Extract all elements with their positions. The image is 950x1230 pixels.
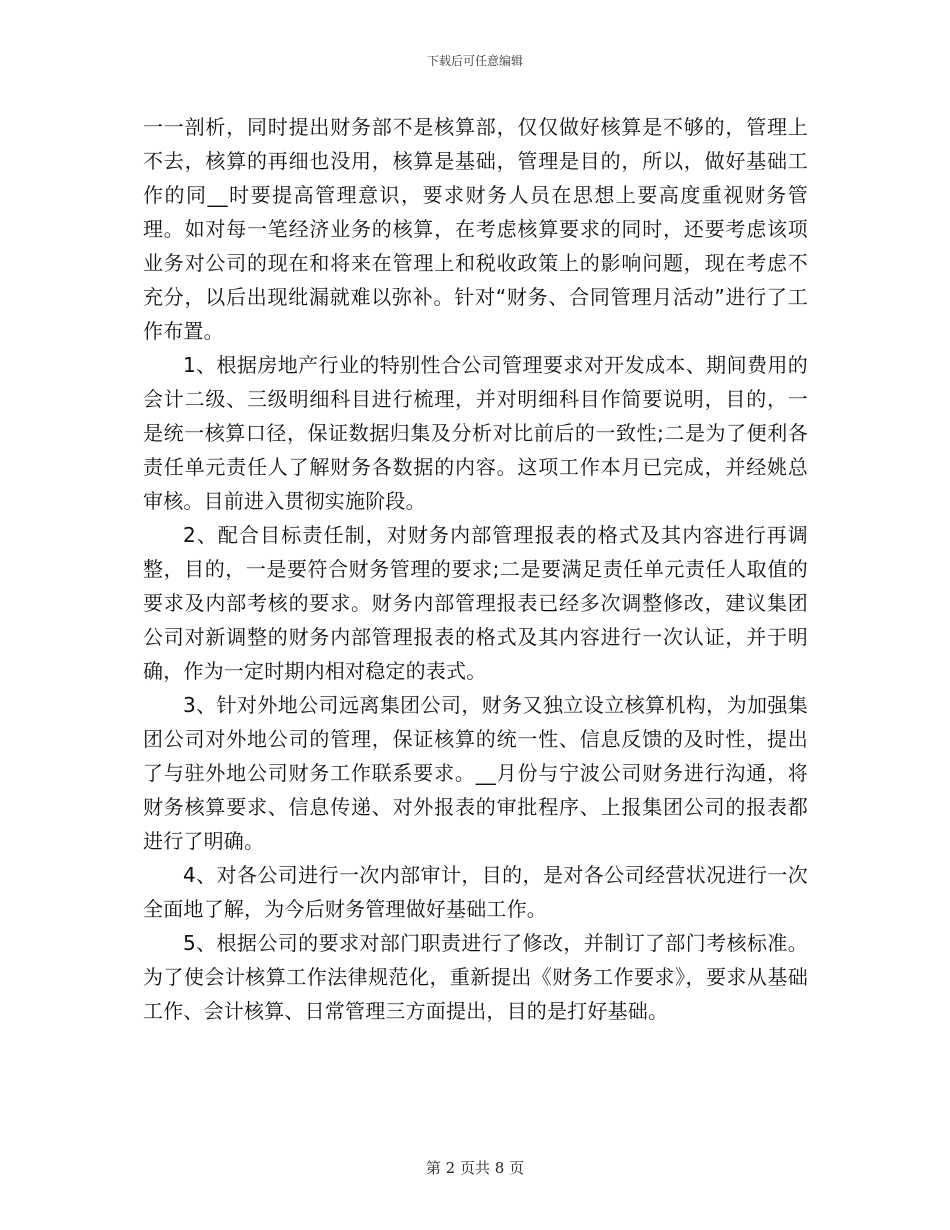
- paragraph-item-3: 3、针对外地公司远离集团公司，财务又独立设立核算机构，为加强集团公司对外地公司的管理，保证核算的统一性、信息反馈的及时性，提出了与驻外地公司财务工作联系要求。__月份与宁波公司财务进行沟通，将财务核算要求、信息传递、对外报表的审批程序、上报集团公司的报表都进行了明确。: [143, 693, 808, 853]
- document-body: [143, 110, 808, 1028]
- paragraph-item-1: 1、根据房地产行业的特别性合公司管理要求对开发成本、期间费用的会计二级、三级明细科目进行梳理，并对明细科目作简要说明，目的，一是统一核算口径，保证数据归集及分析对比前后的一致性;二是为了便利各责任单元责任人了解财务各数据的内容。这项工作本月已完成，并经姚总审核。目前进入贯彻实施阶段。: [143, 353, 808, 513]
- page-header: 下载后可任意编辑: [426, 54, 523, 68]
- paragraph-item-2: 2、配合目标责任制，对财务内部管理报表的格式及其内容进行再调整，目的，一是要符合财务管理的要求;二是要满足责任单元责任人取值的要求及内部考核的要求。财务内部管理报表已经多次调整修改，建议集团公司对新调整的财务内部管理报表的格式及其内容进行一次认证，并于明确，作为一定时期内相对稳定的表式。: [143, 523, 808, 683]
- paragraph-item-4: 4、对各公司进行一次内部审计，目的，是对各公司经营状况进行一次全面地了解，为今后财务管理做好基础工作。: [143, 863, 808, 921]
- paragraph-continuation: 一一剖析，同时提出财务部不是核算部，仅仅做好核算是不够的，管理上不去，核算的再细也没用，核算是基础，管理是目的，所以，做好基础工作的同__时要提高管理意识，要求财务人员在思想上要高度重视财务管理。如对每一笔经济业务的核算，在考虑核算要求的同时，还要考虑该项业务对公司的现在和将来在管理上和税收政策上的影响问题，现在考虑不充分，以后出现纰漏就难以弥补。针对“财务、合同管理月活动”进行了工作布置。: [143, 115, 808, 343]
- page-number: 第 2 页共 8 页: [425, 1159, 525, 1177]
- paragraph-item-5: 5、根据公司的要求对部门职责进行了修改，并制订了部门考核标准。为了使会计核算工作法律规范化，重新提出《财务工作要求》，要求从基础工作、会计核算、日常管理三方面提出，目的是打好基础。: [143, 931, 808, 1023]
